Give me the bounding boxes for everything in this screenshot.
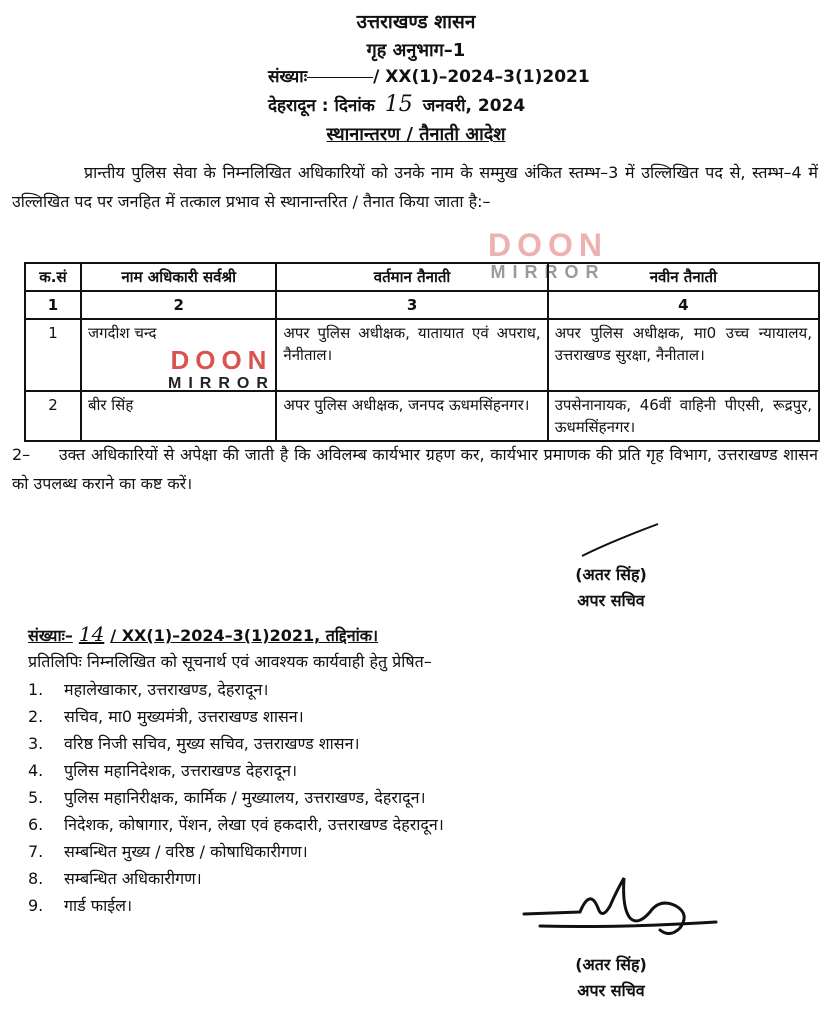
order-number-label: संख्याः (268, 67, 308, 87)
table-number-cell: 2 (81, 291, 276, 319)
list-item (28, 676, 444, 703)
list-item-text: निदेशक, कोषागार, पेंशन, लेखा एवं हकदारी, उत्तराखण्ड देहरादून। (64, 815, 444, 834)
order-number-value: / XX(1)–2024–3(1)2021 (373, 67, 590, 87)
header-section: गृह अनुभाग–1 (366, 40, 466, 61)
table-header-cell: नाम अधिकारी सर्वश्री (81, 263, 276, 291)
table-header-cell: वर्तमान तैनाती (276, 263, 547, 291)
watermark-doon: DOON (488, 227, 608, 263)
list-item-number: 6. (28, 815, 44, 834)
copy-number (28, 622, 378, 646)
order-date-rest: जनवरी, 2024 (422, 96, 526, 116)
watermark-mirror: MIRROR (168, 375, 275, 392)
list-item-text: सम्बन्धित अधिकारीगण। (64, 869, 202, 888)
list-item-number: 5. (28, 788, 44, 807)
list-item-number: 7. (28, 842, 44, 861)
list-item-text: सचिव, मा0 मुख्यमंत्री, उत्तराखण्ड शासन। (64, 707, 304, 726)
table-row (25, 391, 819, 441)
recipient-list (28, 676, 444, 919)
copy-number-label: संख्याः– (28, 626, 73, 645)
order-date (268, 92, 525, 117)
watermark-mirror: MIRROR (490, 262, 606, 282)
list-item-text: वरिष्ठ निजी सचिव, मुख्य सचिव, उत्तराखण्ड शासन। (64, 734, 360, 753)
signatory-name: (अतर सिंह) (575, 565, 647, 584)
table-cell: अपर पुलिस अधीक्षक, यातायात एवं अपराध, नैनीताल। (276, 319, 547, 391)
list-item-number: 2. (28, 707, 44, 726)
list-item (28, 784, 444, 811)
list-item (28, 838, 444, 865)
list-item-text: पुलिस महानिदेशक, उत्तराखण्ड देहरादून। (64, 761, 298, 780)
list-item-number: 1. (28, 680, 44, 699)
table-cell: उपसेनानायक, 46वीं वाहिनी पीएसी, रूद्रपुर, ऊधमसिंहनगर। (548, 391, 819, 441)
order-title (0, 122, 832, 146)
order-date-day: 15 (384, 92, 413, 117)
signatory-block-1 (556, 562, 666, 614)
watermark-table (168, 346, 275, 394)
order-date-label: देहरादून : दिनांक (268, 96, 375, 116)
list-item (28, 811, 444, 838)
table-cell: बीर सिंह (81, 391, 276, 441)
table-row (25, 319, 819, 391)
table-number-cell: 1 (25, 291, 81, 319)
table-cell: 1 (25, 319, 81, 391)
signatory-designation: अपर सचिव (577, 981, 645, 1000)
watermark-doon: DOON (170, 345, 273, 375)
paragraph-2: 2– उक्त अधिकारियों से अपेक्षा की जाती है कि अविलम्ब कार्यभार ग्रहण कर, कार्यभार प्रमाणक की प्रति गृह विभाग, उत्तराखण्ड शासन को उपलब्ध कराने का कष्ट करें। (12, 445, 824, 493)
handwritten-signature (520, 868, 720, 948)
table-header-cell: क.सं (25, 263, 81, 291)
list-item (28, 892, 444, 919)
order-number-blank (307, 77, 373, 78)
table-number-cell: 3 (276, 291, 547, 319)
list-item-text: गार्ड फाईल। (64, 896, 133, 915)
table-cell: अपर पुलिस अधीक्षक, जनपद ऊधमसिंहनगर। (276, 391, 547, 441)
header-govt: उत्तराखण्ड शासन (356, 11, 476, 33)
list-item-number: 3. (28, 734, 44, 753)
signatory-designation: अपर सचिव (577, 591, 645, 610)
table-header-row (25, 263, 819, 291)
table-cell: जगदीश चन्द (81, 319, 276, 391)
list-item-number: 9. (28, 896, 44, 915)
order-title-text: स्थानान्तरण / तैनाती आदेश (326, 124, 506, 145)
table-number-row (25, 291, 819, 319)
list-item (28, 865, 444, 892)
copy-intro: प्रतिलिपिः निम्नलिखित को सूचनार्थ एवं आवश्यक कार्यवाही हेतु प्रेषित– (28, 652, 432, 671)
list-item-text: महालेखाकार, उत्तराखण्ड, देहरादून। (64, 680, 269, 699)
table-cell: 2 (25, 391, 81, 441)
signature-stroke (580, 520, 660, 560)
order-number (268, 64, 590, 87)
list-item (28, 703, 444, 730)
transfer-table (24, 262, 820, 442)
list-item (28, 730, 444, 757)
table-number-cell: 4 (548, 291, 819, 319)
paragraph-1: प्रान्तीय पुलिस सेवा के निम्नलिखित अधिकारियों को उनके नाम के सम्मुख अंकित स्तम्भ–3 में उल्लिखित पद से, स्तम्भ–4 में उल्लिखित पद पर जनहित में तत्काल प्रभाव से स्थानान्तरित / तैनात किया जाता है:– (12, 163, 818, 211)
table-header-cell: नवीन तैनाती (548, 263, 819, 291)
signatory-block-2 (556, 952, 666, 1004)
list-item-number: 8. (28, 869, 44, 888)
list-item-text: सम्बन्धित मुख्य / वरिष्ठ / कोषाधिकारीगण। (64, 842, 308, 861)
signatory-name: (अतर सिंह) (575, 955, 647, 974)
table-cell: अपर पुलिस अधीक्षक, मा0 उच्च न्यायालय, उत्तराखण्ड सुरक्षा, नैनीताल। (548, 319, 819, 391)
list-item-number: 4. (28, 761, 44, 780)
list-item-text: पुलिस महानिरीक्षक, कार्मिक / मुख्यालय, उत्तराखण्ड, देहरादून। (64, 788, 426, 807)
list-item (28, 757, 444, 784)
copy-number-hand: 14 (78, 622, 105, 646)
copy-number-rest: / XX(1)–2024–3(1)2021, तद्दिनांक। (110, 626, 379, 645)
